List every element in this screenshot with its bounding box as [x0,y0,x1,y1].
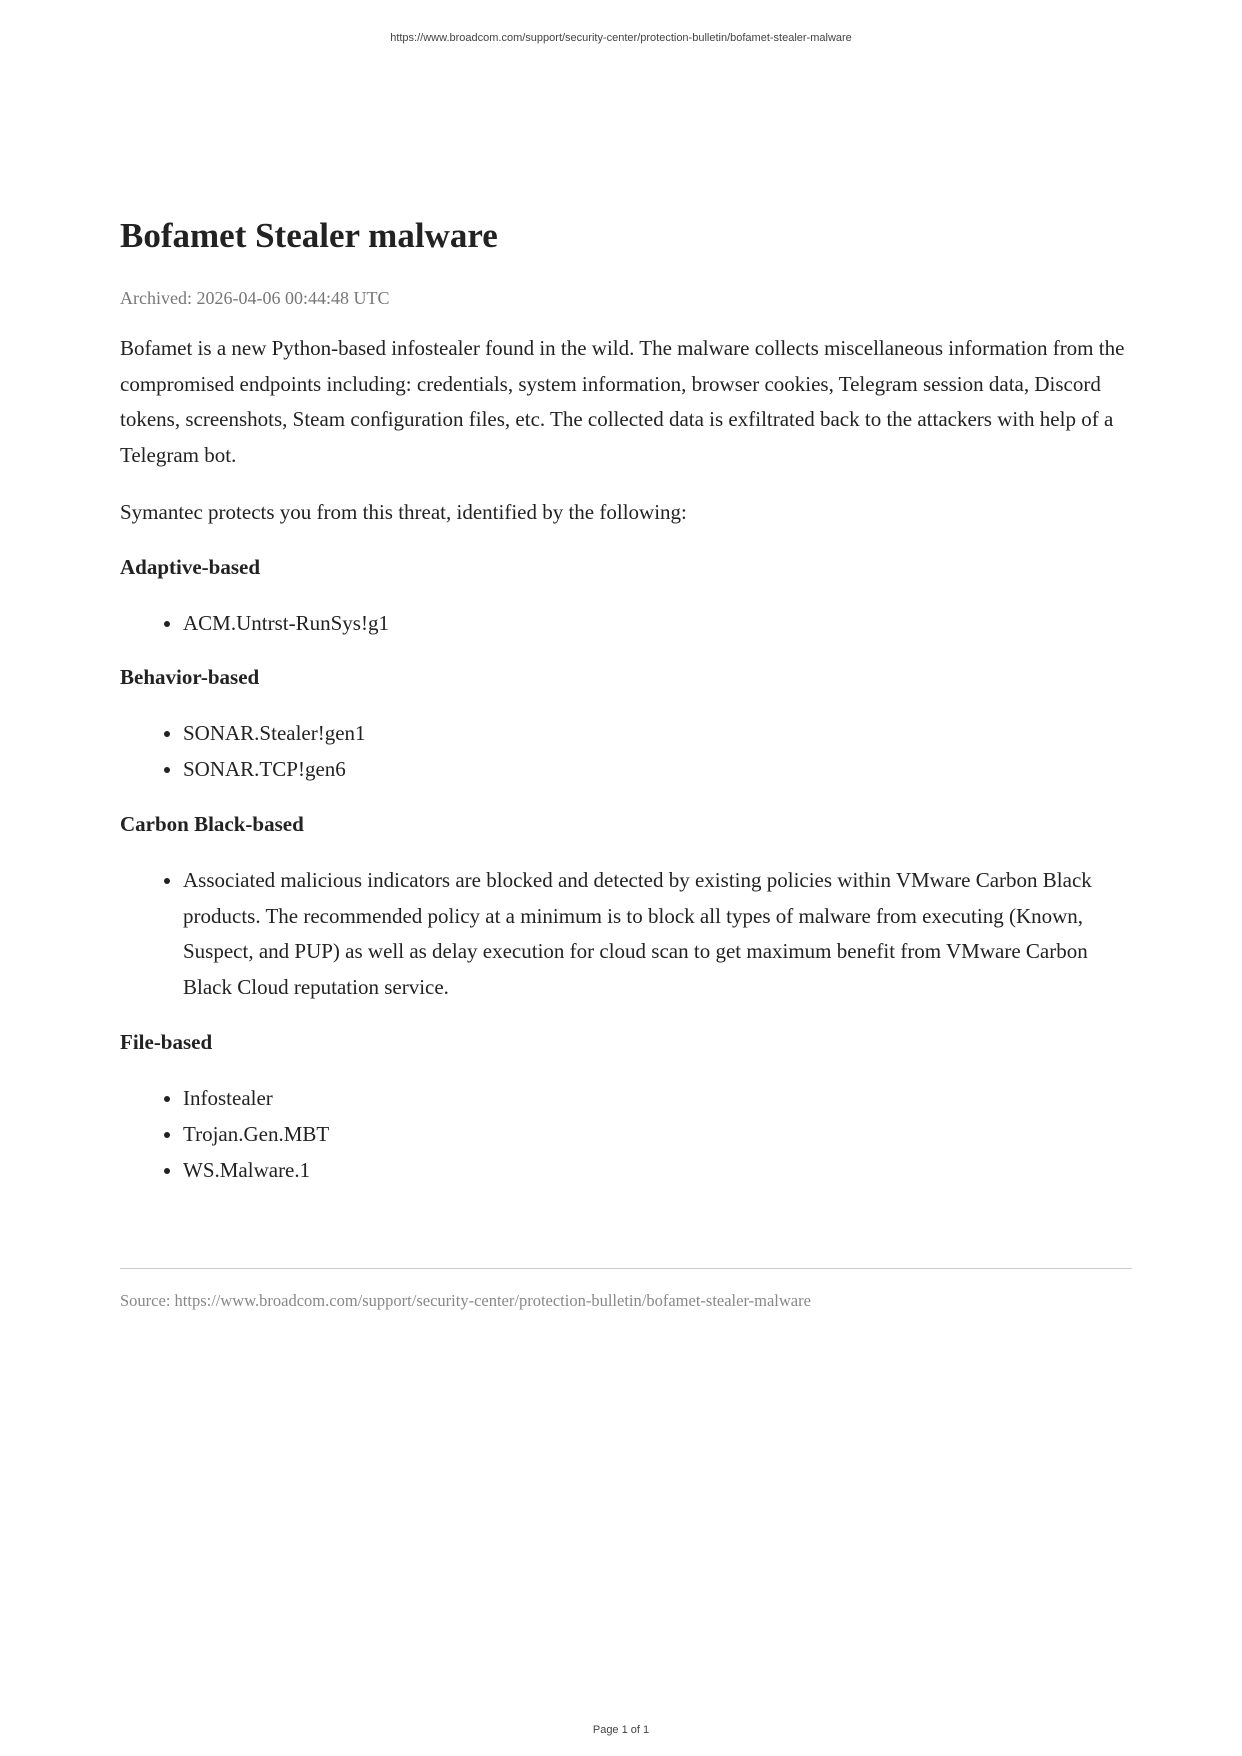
list-item: • Associated malicious indicators are blocked and detected by existing policies within VMware Carbon Black products. The recommended policy at a minimum is to block all types of malware from executing (Known, Suspect, and PUP) as well as delay execution for cloud scan to get maximum benefit from VMware Carbon Black Cloud reputation service. [183,863,1132,1006]
adaptive-list [120,606,1132,642]
list-item: • Infostealer [183,1081,1132,1117]
file-list [120,1081,1132,1188]
archived-timestamp: Archived: 2026-04-06 00:44:48 UTC [120,288,390,308]
list-item: • SONAR.Stealer!gen1 [183,716,1132,752]
list-item: • Trojan.Gen.MBT [183,1117,1132,1153]
list-item: • ACM.Untrst-RunSys!g1 [183,606,1132,642]
page-title: Bofamet Stealer malware [120,216,498,255]
section-heading-file: File-based [120,1030,213,1055]
carbon-black-list [120,863,1132,1006]
header-url: https://www.broadcom.com/support/security-center/protection-bulletin/bofamet-stealer-malware [390,32,852,44]
source-link[interactable]: Source: https://www.broadcom.com/support/security-center/protection-bulletin/bofamet-stealer-malware [120,1291,811,1310]
page-number: Page 1 of 1 [592,1724,650,1736]
section-heading-behavior: Behavior-based [120,665,260,690]
section-heading-carbon-black: Carbon Black-based [120,811,304,836]
list-item: • WS.Malware.1 [183,1153,1132,1189]
list-item: • SONAR.TCP!gen6 [183,752,1132,788]
behavior-list [120,716,1132,788]
intro-paragraph: Bofamet is a new Python-based infostealer found in the wild. The malware collects miscellaneous information from the compromised endpoints including: credentials, system information, browser cookies, Telegram session data, Discord tokens, screenshots, Steam configuration files, etc. The collected data is exfiltrated back to the attackers with help of a Telegram bot. [120,336,1125,467]
section-heading-adaptive: Adaptive-based [120,554,261,579]
divider [120,1268,1132,1269]
article [120,210,1132,1188]
protection-intro: Symantec protects you from this threat, identified by the following: [120,500,687,524]
